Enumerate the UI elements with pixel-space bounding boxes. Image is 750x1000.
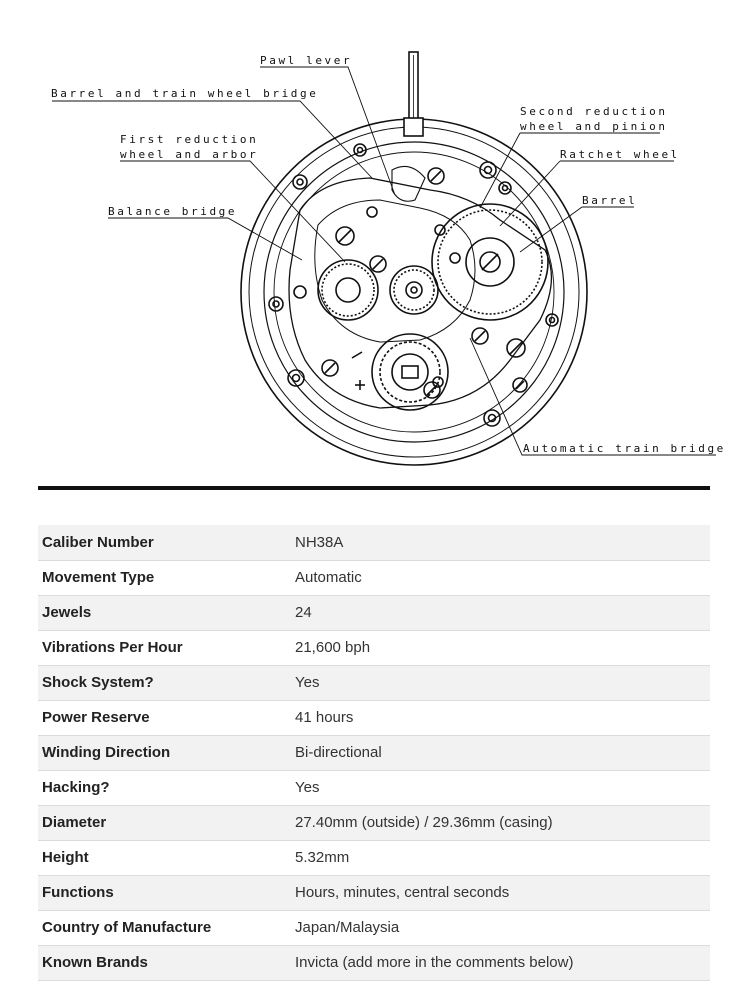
spec-value: 21,600 bph	[291, 630, 710, 665]
spec-value: 5.32mm	[291, 840, 710, 875]
spec-label: Caliber Number	[38, 525, 291, 560]
spec-value: 24	[291, 595, 710, 630]
label-second-reduction-line2: wheel and pinion	[520, 120, 668, 133]
table-row	[38, 560, 710, 595]
table-row	[38, 665, 710, 700]
table-row	[38, 945, 710, 980]
spec-label: Winding Direction	[38, 735, 291, 770]
table-row	[38, 840, 710, 875]
table-row	[38, 525, 710, 560]
table-row	[38, 700, 710, 735]
spec-label: Hacking?	[38, 770, 291, 805]
table-row	[38, 630, 710, 665]
spec-value: Yes	[291, 665, 710, 700]
spec-label: Known Brands	[38, 945, 291, 980]
spec-value: Invicta (add more in the comments below)	[291, 945, 710, 980]
spec-label: Power Reserve	[38, 700, 291, 735]
label-first-reduction-line2: wheel and arbor	[120, 148, 259, 161]
spec-value: Hours, minutes, central seconds	[291, 875, 710, 910]
spec-label: Functions	[38, 875, 291, 910]
spec-value: Yes	[291, 770, 710, 805]
spec-label: Jewels	[38, 595, 291, 630]
section-divider	[38, 486, 710, 490]
table-row	[38, 595, 710, 630]
spec-value: 27.40mm (outside) / 29.36mm (casing)	[291, 805, 710, 840]
spec-label: Movement Type	[38, 560, 291, 595]
spec-value: Automatic	[291, 560, 710, 595]
spec-value: Japan/Malaysia	[291, 910, 710, 945]
spec-label: Diameter	[38, 805, 291, 840]
table-row	[38, 875, 710, 910]
movement-drawing	[0, 0, 750, 478]
spec-value: Bi-directional	[291, 735, 710, 770]
table-row	[38, 735, 710, 770]
label-ratchet-wheel: Ratchet wheel	[560, 148, 680, 161]
table-row	[38, 770, 710, 805]
label-first-reduction-line1: First reduction	[120, 133, 259, 146]
label-balance-bridge: Balance bridge	[108, 205, 238, 218]
spec-label: Shock System?	[38, 665, 291, 700]
table-row	[38, 910, 710, 945]
label-barrel-train-bridge: Barrel and train wheel bridge	[51, 87, 319, 100]
movement-diagram	[0, 0, 750, 478]
spec-value: 41 hours	[291, 700, 710, 735]
table-row	[38, 805, 710, 840]
label-barrel: Barrel	[582, 194, 638, 207]
spec-table	[38, 525, 710, 981]
spec-value: NH38A	[291, 525, 710, 560]
spec-label: Vibrations Per Hour	[38, 630, 291, 665]
spec-label: Country of Manufacture	[38, 910, 291, 945]
label-pawl-lever: Pawl lever	[260, 54, 353, 67]
spec-label: Height	[38, 840, 291, 875]
label-second-reduction-line1: Second reduction	[520, 105, 668, 118]
label-automatic-train-bridge: Automatic train bridge	[523, 442, 726, 455]
